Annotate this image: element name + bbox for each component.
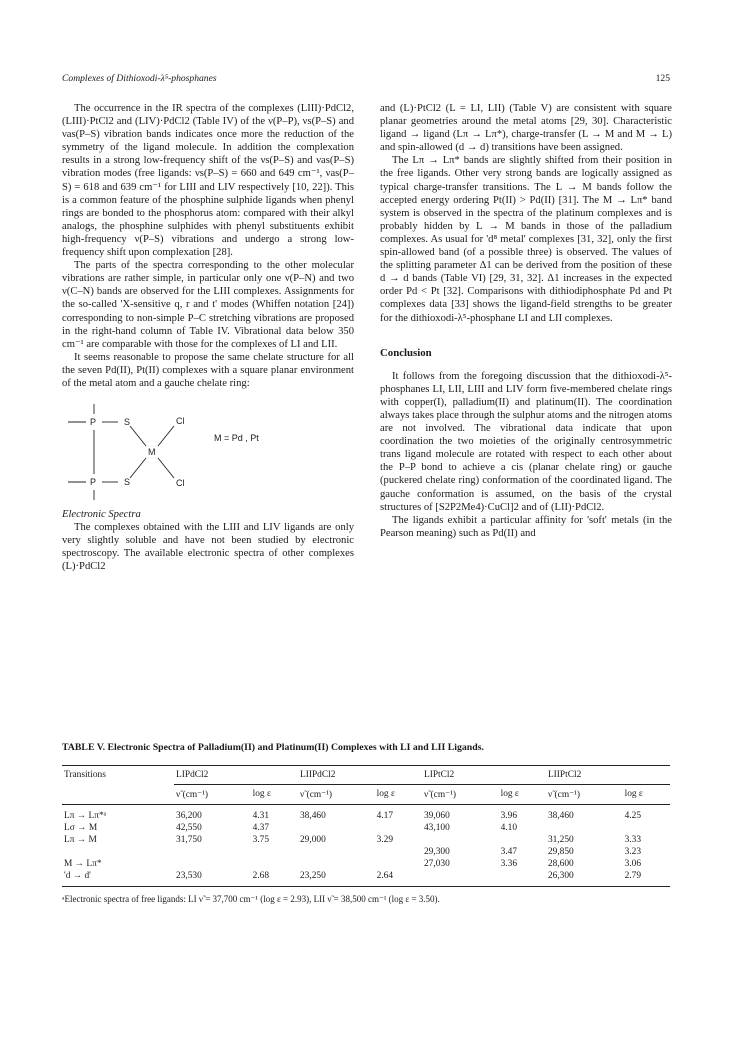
paragraph: It seems reasonable to propose the same chelate structure for all the seven Pd(II), Pt(II) complexes with a square planar environment of the metal atom and a gauche chelate ring: [62,351,354,389]
cell: 3.47 [500,847,518,857]
cell: 39,060 [422,805,499,823]
cell [251,846,298,858]
table-row [62,834,670,846]
svg-text:P: P [90,417,97,428]
svg-text:Cl: Cl [176,416,185,427]
cell: 4.31 [251,805,298,823]
table-row [62,822,670,834]
left-column [62,102,354,574]
header-nu: ν̃ (cm⁻¹) [176,790,209,800]
cell: 26,300 [546,870,623,887]
cell: 31,250 [547,835,574,845]
cell: 3.75 [252,835,270,845]
cell [174,846,251,858]
header-nu: ν̃ (cm⁻¹) [299,790,333,800]
cell [298,846,375,858]
header-group: LIPtCl2 [422,766,546,785]
chelate-structure-figure [62,402,354,502]
header-loge: log ε [376,789,395,799]
cell: 2.79 [623,870,670,887]
header-nu: ν̃ (cm⁻¹) [423,790,457,800]
header-group: LIPdCl2 [174,766,298,785]
cell: 43,100 [423,823,450,833]
paragraph: The occurrence in the IR spectra of the complexes (LIII)·PdCl2, (LIII)·PtCl2 and (LIV)·PdCl2 (Table IV) of the ν(P–P), νs(P–S) and νas(P–S) vibration bands indicates once more the reduction of the symmetry of the ligand molecule. In addition the complexation results in a strong low-frequency shift of the νs(P–S) and νas(P–S) vibration modes (free ligands: νs(P–S) = 660 and 649 cm⁻¹, νas(P–S) = 618 and 639 cm⁻¹ for LIII and LIV respectively [10, 22]). This is a common feature of the phosphine sulphide ligands when phenyl rings are bonded to the phosphorus atom: compared with their alkyl analogs, the phosphine sulphides with phenyl substituents exhibit high-frequency ν(P–S) vibrations and undergo a strong low-frequency shift upon complexation [28]. [62,103,354,259]
header-transitions: Transitions [62,766,174,805]
spectra-table [62,765,670,887]
svg-text:P: P [90,477,97,488]
cell [499,834,546,846]
section-heading: Conclusion [380,346,432,359]
chelate-structure-drawing [62,402,354,502]
paragraph: The complexes obtained with the LIII and LIV ligands are only very slightly soluble and have not been studied by electronic spectroscopy. The available electronic spectra of other complexes (L)·PdCl2 [62,522,354,573]
row-label: Lσ → M [64,823,98,833]
cell: 3.33 [624,835,641,845]
table-row [62,858,670,870]
cell [375,846,422,858]
paragraph: The parts of the spectra corresponding to the other molecular vibrations are rather simple, in particular only one ν(P–N) and two ν(C–N) bands are observed for the LIII complexes. Assignments for the so-called 'X-sensitive q, r and t' modes (Whiffen notation [24]) corresponding to non-simple P–C stretching vibrations are proposed in the right-hand column of Table IV. Vibrational data below 350 cm⁻¹ are comparable with those for the complexes of LI and LII. [62,260,354,350]
svg-text:Cl: Cl [176,478,185,489]
cell: 4.37 [252,823,270,833]
row-label: 'd → d' [62,870,174,887]
table-footnote: ᵃElectronic spectra of free ligands: LI ν̃ = 37,700 cm⁻¹ (log ε = 2.93), LII ν̃ = 38,500 cm⁻¹ (log ε = 3.50). [62,894,440,904]
header-loge: log ε [624,789,643,799]
cell [298,858,375,870]
cell [375,858,422,870]
row-label: M → Lπ* [64,859,102,869]
cell [174,858,251,870]
table-caption: TABLE V. Electronic Spectra of Palladium(II) and Platinum(II) Complexes with LI and LII Ligands. [62,742,484,753]
cell [422,834,499,846]
paragraph: The Lπ → Lπ* bands are slightly shifted from their position in the free ligands. Other very strong bands are logically assigned as typical charge-transfer transitions. The L → M bands follow the accepted energy ordering Pt(II) > Pd(II) [31]. The M → Lπ* band system is observed in the spectra of the platinum complexes and is probably hidden by L → M bands in those of the palladium complexes. As usual for 'd⁸ metal' complexes [31, 32], only the first spin-allowed band (of a possible three) is observed. The values of the splitting parameter Δ1 can be derived from the position of these d → d bands (Table VI) [29, 31, 32]. Δ1 increases in the expected order Pd < Pt [32]. Comparisons with dithiodiphosphate Pd and Pt complexes data [33] shows the ligand-field strengths to be greater for the dithioxodi-λ⁵-phosphane LI and LII complexes. [380,155,672,324]
paragraph: The ligands exhibit a particular affinity for 'soft' metals (in the Pearson meaning) such as Pd(II) and [380,514,672,539]
cell [623,822,670,834]
cell: 2.64 [375,870,422,887]
cell [375,822,422,834]
cell: 4.10 [500,823,518,833]
cell [546,822,623,834]
cell [422,870,499,887]
svg-text:S: S [124,417,131,428]
cell: 3.96 [499,805,546,823]
header-group: LIIPtCl2 [546,766,670,785]
row-label: Lπ → M [64,835,97,845]
cell: 3.29 [376,835,394,845]
table-row [62,805,670,823]
row-label: Lπ → Lπ*ᵃ [62,805,174,823]
cell: 4.17 [375,805,422,823]
cell: 29,850 [547,847,574,857]
cell: 3.36 [500,859,518,869]
cell: 29,000 [299,835,326,845]
cell: 2.68 [251,870,298,887]
cell: 38,460 [298,805,375,823]
cell [298,822,375,834]
cell: 23,250 [298,870,375,887]
svg-text:M: M [148,447,156,458]
cell: 29,300 [423,847,450,857]
table-row [62,846,670,858]
page-number: 125 [655,73,670,84]
paragraph: It follows from the foregoing discussion that the dithioxodi-λ⁵-phosphanes LI, LII, LIII and LIV form five-membered chelate rings with copper(I), palladium(II) and platinum(II). The coordination always takes place through the sulphur atoms and the nitrogen atoms are not involved. The vibrational data indicate that upon coordination the two moieties of the originally centrosymmetric trans ligand molecule are rotated with respect to each other about the P–P bond to achieve a cis (planar chelate ring) or gauche (puckered chelate ring) conformation of the coordinated ligand. The gauche conformation is assumed, on the basis of the crystal structures of [S2P2Me4)·CuCl]2 and of (LII)·PdCl2. [380,370,672,513]
cell: 3.23 [624,847,641,857]
cell [499,870,546,887]
metal-label: M = Pd , Pt [214,433,259,444]
table-row [62,870,670,887]
cell: 38,460 [546,805,623,823]
table-v [62,742,670,905]
header-nu: ν̃ (cm⁻¹) [547,790,580,800]
cell: 4.25 [623,805,670,823]
cell: 42,550 [176,823,202,833]
cell: 27,030 [423,859,450,869]
cell: 28,600 [547,859,574,869]
subsection-heading: Electronic Spectra [62,509,141,521]
cell: 31,750 [176,835,202,845]
cell: 23,530 [174,870,251,887]
cell: 3.06 [624,859,641,869]
row-label [62,846,174,858]
svg-text:S: S [124,477,131,488]
right-column [380,102,672,540]
paragraph: and (L)·PtCl2 (L = LI, LII) (Table V) are consistent with square planar geometries around the metal atoms [29, 30]. Characteristic ligand → ligand (Lπ → Lπ*), charge-transfer (L → M and M → L) and spin-allowed (d → d) transitions have been assigned. [380,103,672,154]
header-loge: log ε [252,789,271,799]
cell: 36,200 [174,805,251,823]
header-group: LIIPdCl2 [298,766,422,785]
header-loge: log ε [500,789,519,799]
cell [251,858,298,870]
running-header [62,73,670,87]
running-title: Complexes of Dithioxodi-λ⁵-phosphanes [62,73,217,84]
